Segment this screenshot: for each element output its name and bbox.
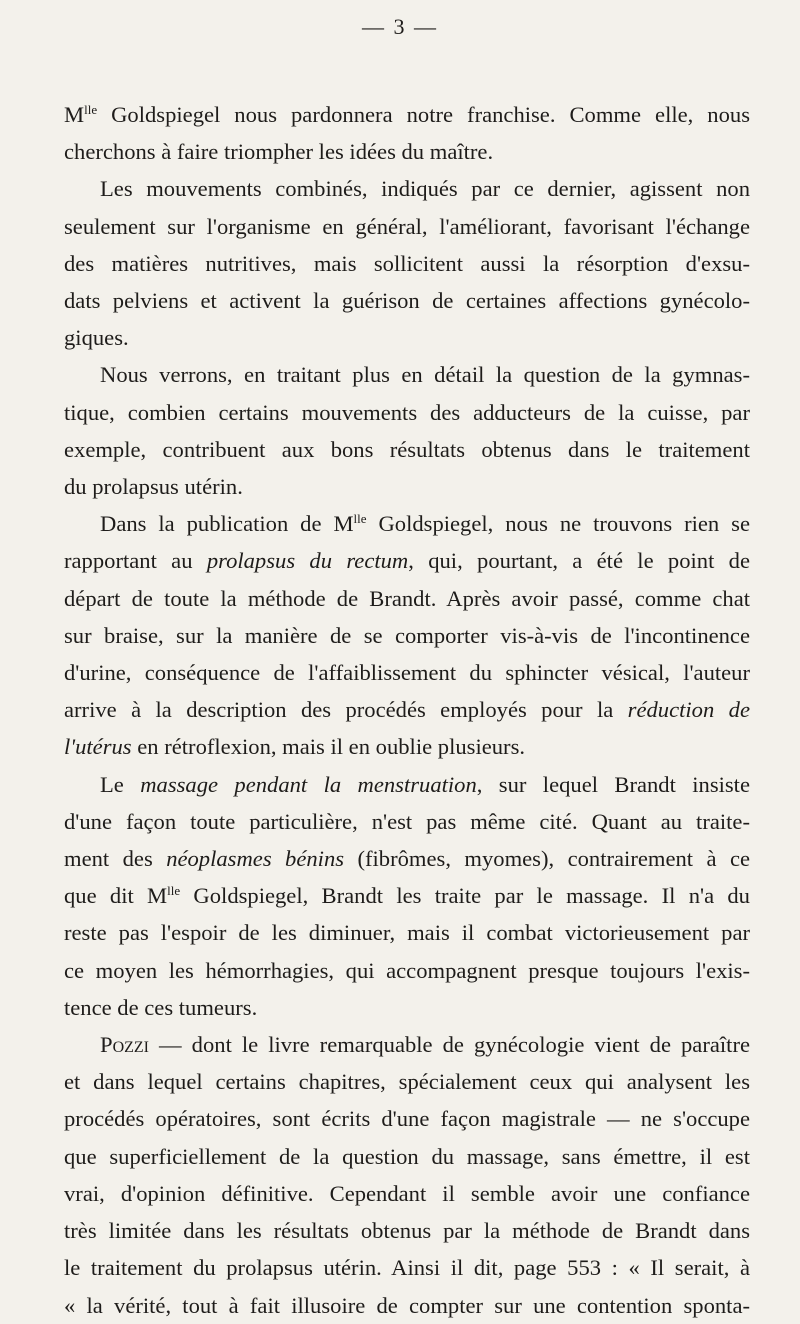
body-text	[64, 96, 750, 1324]
text-line: $M^{lle}$ Goldspiegel nous pardonnera notre franchise. Comme elle, nous	[64, 102, 750, 127]
text-line: le traitement du prolapsus utérin. Ainsi il dit, page 553 : « Il serait, à	[64, 1255, 750, 1281]
text-line: reste pas l'espoir de les diminuer, mais il combat victorieusement par	[64, 920, 750, 946]
text-line: dats pelviens et activent la guérison de certaines affections gynécolo-	[64, 288, 750, 314]
text-line: Le massage pendant la menstruation, sur lequel Brandt insiste	[100, 771, 750, 797]
text-line: que superficiellement de la question du massage, sans émettre, il est	[64, 1143, 750, 1169]
text-line: exemple, contribuent aux bons résultats obtenus dans le traitement	[64, 436, 750, 462]
text-line: d'urine, conséquence de l'affaiblissement du sphincter vésical, l'auteur	[64, 660, 750, 686]
text-line: ce moyen les hémorrhagies, qui accompagnent presque toujours l'exis-	[64, 957, 750, 983]
text-line: et dans lequel certains chapitres, spécialement ceux qui analysent les	[64, 1069, 750, 1095]
text-line: du prolapsus utérin.	[64, 474, 243, 500]
text-line: vrai, d'opinion définitive. Cependant il semble avoir une confiance	[64, 1180, 750, 1206]
text-line: Dans la publication de $M^{lle}$ Goldspiegel, nous ne trouvons rien se	[100, 511, 750, 537]
text-line: l'utérus en rétroflexion, mais il en oublie plusieurs.	[64, 734, 526, 760]
text-line: que dit $M^{lle}$ Goldspiegel, Brandt les traite par le massage. Il n'a du	[64, 883, 750, 909]
text-line: tique, combien certains mouvements des adducteurs de la cuisse, par	[64, 399, 750, 425]
text-line: des matières nutritives, mais sollicitent aussi la résorption d'exsu-	[64, 250, 750, 276]
italic-phrase: l'utérus	[64, 734, 132, 760]
text-line: Nous verrons, en traitant plus en détail la question de la gymnas-	[100, 362, 750, 388]
italic-phrase: prolapsus du rectum	[206, 548, 409, 574]
italic-phrase: réduction de	[627, 697, 750, 723]
text-line: cherchons à faire triompher les idées du maître.	[64, 139, 494, 165]
text-line: « la vérité, tout à fait illusoire de compter sur une contention sponta-	[64, 1292, 750, 1318]
text-line: ment des néoplasmes bénins (fibrômes, myomes), contrairement à ce	[64, 846, 751, 872]
text-line: sur braise, sur la manière de se comporter vis-à-vis de l'incontinence	[64, 622, 750, 648]
italic-phrase: néoplasmes bénins	[166, 846, 345, 872]
text-line: giques.	[64, 325, 129, 351]
text-line: rapportant au prolapsus du rectum, qui, pourtant, a été le point de	[64, 548, 751, 574]
text-line: seulement sur l'organisme en général, l'améliorant, favorisant l'échange	[64, 213, 750, 239]
text-line: Pozzi — dont le livre remarquable de gynécologie vient de paraître	[100, 1032, 750, 1058]
text-line: arrive à la description des procédés employés pour la réduction de	[64, 697, 750, 723]
text-line: procédés opératoires, sont écrits d'une façon magistrale — ne s'occupe	[64, 1106, 750, 1132]
italic-phrase: massage pendant la menstruation	[140, 771, 477, 797]
page-number: — 3 —	[362, 14, 438, 39]
text-line: départ de toute la méthode de Brandt. Après avoir passé, comme chat	[64, 585, 750, 611]
text-line: Les mouvements combinés, indiqués par ce dernier, agissent non	[100, 176, 750, 202]
text-line: tence de ces tumeurs.	[64, 994, 258, 1020]
text-line: d'une façon toute particulière, n'est pas même cité. Quant au traite-	[64, 808, 750, 834]
text-line: très limitée dans les résultats obtenus par la méthode de Brandt dans	[64, 1218, 750, 1244]
author-name: Pozzi	[100, 1032, 149, 1058]
